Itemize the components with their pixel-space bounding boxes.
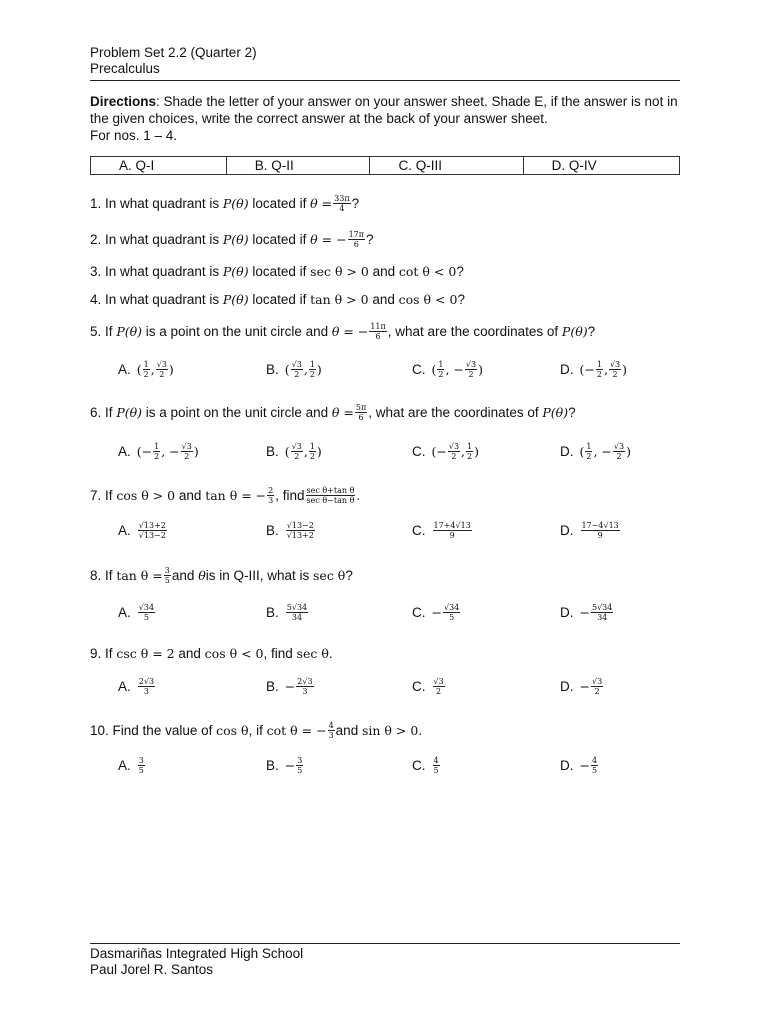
fraction: $\frac{3}{5}$ — [164, 566, 170, 585]
choice-q4: D. Q-IV — [523, 157, 679, 175]
question-2: 2. In what quadrant is P(θ) located if θ = − $\frac{17\pi}{6}$ ? — [90, 230, 374, 249]
question-7: 7. If cos θ > 0 and tan θ = − $\frac{2}{3}$ , find $\frac{\text{sec θ+tan θ}}{\text{sec θ−tan θ}}$ . — [90, 486, 361, 505]
fraction: $\frac{\text{sec θ+tan θ}}{\text{sec θ−tan θ}}$ — [306, 486, 355, 505]
fraction: $\frac{17\pi}{6}$ — [348, 230, 365, 249]
question-1: 1. In what quadrant is P(θ) located if θ = $\frac{33\pi}{4}$ ? — [90, 194, 360, 213]
q9-option-c[interactable]: C. $\frac{√3}{2}$ — [412, 677, 444, 696]
q7-option-c[interactable]: C. $\frac{17+4√13}{9}$ — [412, 521, 471, 540]
choice-q2: B. Q-II — [226, 157, 370, 175]
fraction: $\frac{4}{3}$ — [328, 721, 334, 740]
fraction: $\frac{33\pi}{4}$ — [334, 194, 350, 213]
q8-option-a[interactable]: A. $\frac{√34}{5}$ — [118, 603, 155, 622]
document-footer — [90, 946, 303, 978]
question-10: 10. Find the value of cos θ , if cot θ = − $\frac{4}{3}$ and sin θ > 0 . — [90, 721, 423, 740]
document-header — [90, 45, 257, 77]
q6-option-a[interactable]: A. (− $\frac{1}{2}$ , − $\frac{√3}{2}$ ) — [118, 442, 199, 461]
question-9: 9. If csc θ = 2 and cos θ < 0 , find sec θ . — [90, 646, 333, 661]
q6-option-b[interactable]: B. ( $\frac{√3}{2}$ , $\frac{1}{2}$ ) — [266, 442, 322, 461]
directions-text: : Shade the letter of your answer on your answer sheet. Shade E, if the answer is not in the given choices, write the correct answer at the back of your answer sheet. — [90, 94, 678, 126]
q10-option-b[interactable]: B. − $\frac{3}{5}$ — [266, 756, 303, 775]
q5-option-d[interactable]: D. (− $\frac{1}{2}$ , $\frac{√3}{2}$ ) — [560, 360, 628, 379]
q8-option-b[interactable]: B. $\frac{5√34}{34}$ — [266, 603, 308, 622]
footer-rule — [90, 943, 680, 944]
q9-option-d[interactable]: D. − $\frac{√3}{2}$ — [560, 677, 603, 696]
problem-set-title: Problem Set 2.2 (Quarter 2) — [90, 45, 257, 60]
q9-option-b[interactable]: B. − $\frac{2√3}{3}$ — [266, 677, 313, 696]
q6-option-c[interactable]: C. (− $\frac{√3}{2}$ , $\frac{1}{2}$ ) — [412, 442, 480, 461]
choice-q1: A. Q-I — [91, 157, 227, 175]
q7-option-d[interactable]: D. $\frac{17-4√13}{9}$ — [560, 521, 619, 540]
fraction: $\frac{2}{3}$ — [268, 486, 274, 505]
question-6: 6. If P(θ) is a point on the unit circle and θ = $\frac{5\pi}{6}$ , what are the coordinates of P(θ) ? — [90, 403, 576, 422]
q8-option-c[interactable]: C. − $\frac{√34}{5}$ — [412, 603, 460, 622]
directions — [90, 93, 682, 144]
q8-option-d[interactable]: D. − $\frac{5√34}{34}$ — [560, 603, 613, 622]
q10-option-d[interactable]: D. − $\frac{4}{5}$ — [560, 756, 598, 775]
q7-option-a[interactable]: A. $\frac{√13+2}{√13-2}$ — [118, 521, 166, 540]
q9-option-a[interactable]: A. $\frac{2√3}{3}$ — [118, 677, 155, 696]
q10-option-c[interactable]: C. $\frac{4}{5}$ — [412, 756, 439, 775]
school-name: Dasmariñas Integrated High School — [90, 946, 304, 961]
subject-name: Precalculus — [90, 61, 160, 76]
directions-for-nos: For nos. 1 – 4. — [90, 128, 178, 143]
header-rule — [90, 80, 680, 81]
q6-option-d[interactable]: D. ( $\frac{1}{2}$ , − $\frac{√3}{2}$ ) — [560, 442, 631, 461]
fraction: $\frac{11\pi}{6}$ — [370, 322, 386, 341]
q7-option-b[interactable]: B. $\frac{√13-2}{√13+2}$ — [266, 521, 314, 540]
question-4: 4. In what quadrant is P(θ) located if tan θ > 0 and cos θ < 0 ? — [90, 292, 465, 307]
quadrant-choices-table — [90, 156, 680, 175]
question-8: 8. If tan θ = $\frac{3}{5}$ and θ is in Q-III, what is sec θ ? — [90, 566, 353, 585]
q10-option-a[interactable]: A. $\frac{3}{5}$ — [118, 756, 144, 775]
fraction: $\frac{5\pi}{6}$ — [355, 403, 367, 422]
directions-label: Directions — [90, 94, 157, 109]
question-5: 5. If P(θ) is a point on the unit circle and θ = − $\frac{11\pi}{6}$ , what are the coordinates of P(θ) ? — [90, 322, 596, 341]
q5-option-a[interactable]: A. ( $\frac{1}{2}$ , $\frac{√3}{2}$ ) — [118, 360, 174, 379]
author-name: Paul Jorel R. Santos — [90, 962, 214, 977]
question-3: 3. In what quadrant is P(θ) located if sec θ > 0 and cot θ < 0 ? — [90, 264, 464, 279]
q5-option-b[interactable]: B. ( $\frac{√3}{2}$ , $\frac{1}{2}$ ) — [266, 360, 322, 379]
q5-option-c[interactable]: C. ( $\frac{1}{2}$ , − $\frac{√3}{2}$ ) — [412, 360, 483, 379]
choice-q3: C. Q-III — [370, 157, 523, 175]
